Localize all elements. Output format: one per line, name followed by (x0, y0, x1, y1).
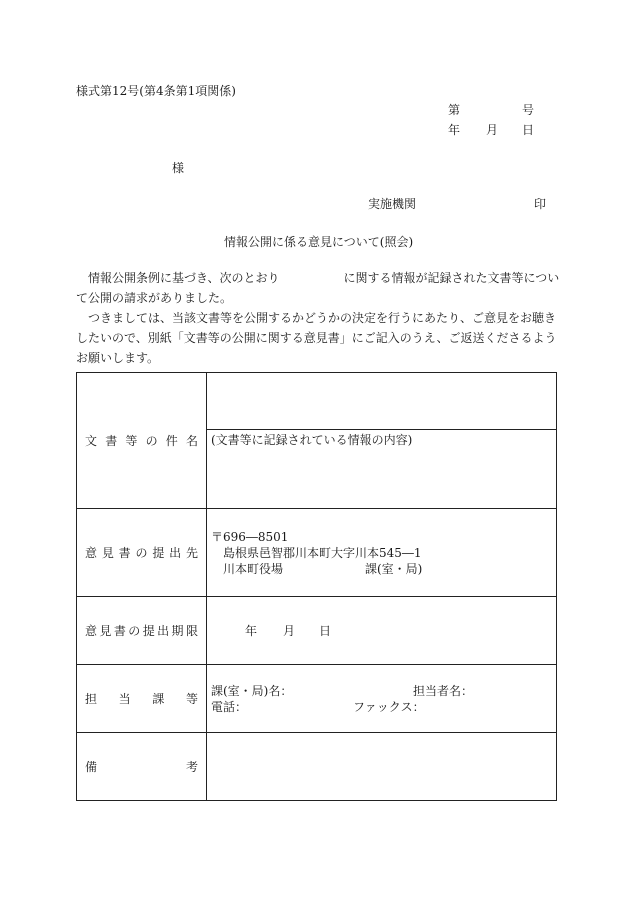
table-row-deadline (77, 597, 556, 665)
document-title: 情報公開に係る意見について(照会) (224, 235, 414, 249)
body-p2-line1: つきましては、当該文書等を公開するかどうかの決定を行うにあたり、ご意見をお聴き (88, 311, 557, 325)
row-inner-divider (206, 429, 556, 430)
subject-note: (文書等に記録されている情報の内容) (211, 433, 413, 447)
row-label (77, 373, 206, 508)
label-subject: 文書等の件名 (85, 434, 198, 448)
body-text (76, 268, 558, 368)
row-label (77, 509, 206, 596)
doc-number-prefix: 第 (448, 103, 461, 117)
table-row-destination (77, 509, 556, 597)
label-contact: 担当課等 (85, 692, 198, 706)
body-p2-line2: したいので、別紙「文書等の公開に関する意見書」にご記入のうえ、ご返送くださるよう (76, 331, 557, 345)
body-p2-line3: お願いします。 (76, 351, 160, 365)
contact-fax: ファックス： (353, 700, 425, 714)
table-row-subject (77, 373, 556, 509)
seal-mark: 印 (534, 197, 547, 211)
office-division: 課(室・局) (365, 562, 423, 576)
body-line (76, 268, 558, 288)
contact-phone: 電話： (211, 700, 248, 714)
date-month: 月 (486, 123, 499, 137)
addressee-suffix: 様 (172, 161, 185, 175)
row-label (77, 597, 206, 664)
deadline-day: 日 (319, 624, 332, 638)
postal-code: 〒696―8501 (211, 530, 289, 544)
table-row-remarks (77, 733, 556, 800)
contact-person: 担当者名： (413, 684, 474, 698)
label-destination: 意見書の提出先 (85, 546, 198, 560)
info-table (76, 372, 557, 801)
body-p1-line2: て公開の請求がありました。 (76, 291, 233, 305)
deadline-month: 月 (283, 624, 296, 638)
date-year: 年 (448, 123, 461, 137)
table-row-contact (77, 665, 556, 733)
form-id: 様式第12号(第4条第1項関係) (76, 84, 236, 98)
date-day: 日 (522, 123, 535, 137)
doc-number-suffix: 号 (522, 103, 535, 117)
address: 島根県邑智郡川本町大字川本545―1 (223, 546, 422, 560)
row-label (77, 733, 206, 800)
deadline-year: 年 (245, 624, 258, 638)
contact-division: 課(室・局)名： (211, 684, 293, 698)
office-name: 川本町役場 (223, 562, 284, 576)
label-remarks: 備考 (85, 760, 198, 774)
body-p1-line1b: に関する情報が記録された文書等につい (343, 271, 560, 285)
sender-label: 実施機関 (368, 197, 417, 211)
row-label (77, 665, 206, 732)
body-p1-line1a: 情報公開条例に基づき、次のとおり (88, 271, 280, 285)
label-deadline: 意見書の提出期限 (85, 624, 198, 638)
